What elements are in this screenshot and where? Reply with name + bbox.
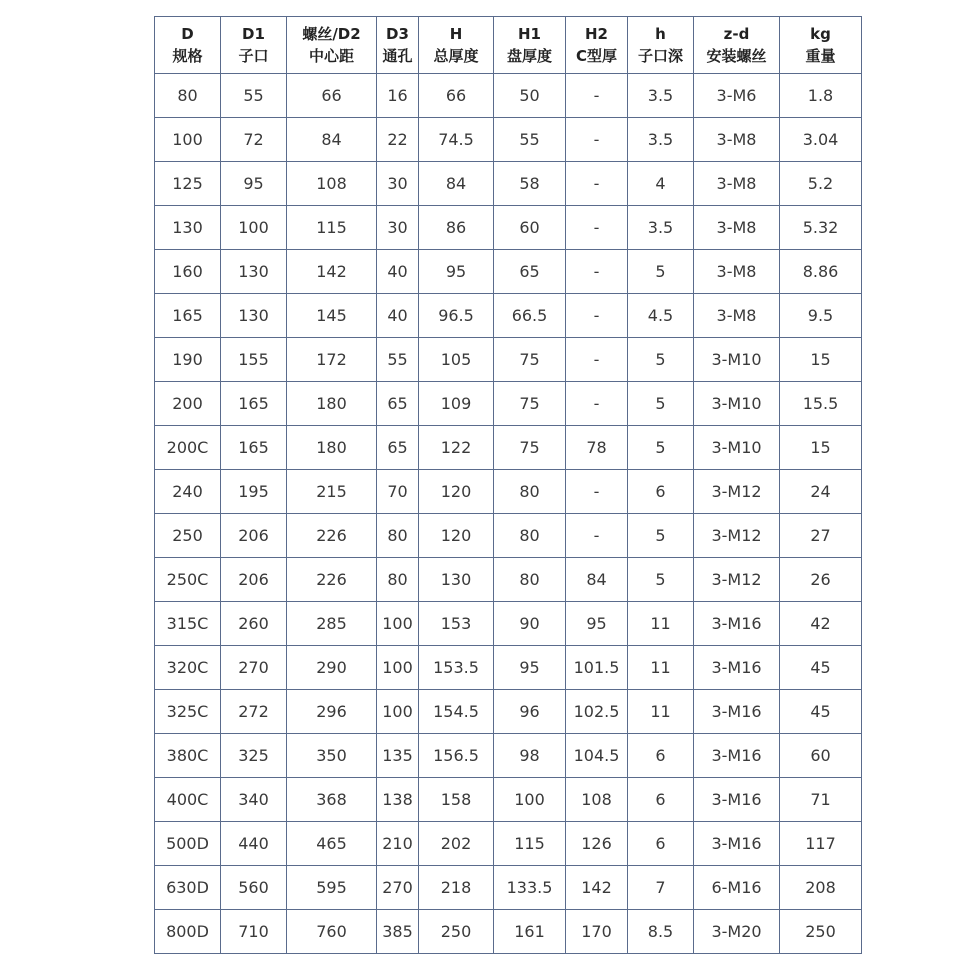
table-cell: 595 [287, 866, 377, 910]
table-cell: - [566, 250, 628, 294]
table-cell: 65 [494, 250, 566, 294]
table-cell: 3-M8 [694, 250, 780, 294]
table-cell: 250 [780, 910, 862, 954]
table-cell: 84 [566, 558, 628, 602]
table-cell: 50 [494, 74, 566, 118]
table-cell: 206 [221, 558, 287, 602]
table-cell: 71 [780, 778, 862, 822]
table-cell: 80 [155, 74, 221, 118]
table-row [155, 470, 862, 514]
table-cell: 172 [287, 338, 377, 382]
table-cell: 9.5 [780, 294, 862, 338]
table-cell: 3-M10 [694, 426, 780, 470]
table-cell: 3-M16 [694, 778, 780, 822]
table-row [155, 382, 862, 426]
table-cell: 100 [377, 602, 419, 646]
table-cell: 4 [628, 162, 694, 206]
table-cell: 180 [287, 382, 377, 426]
table-cell: 6 [628, 778, 694, 822]
table-row [155, 118, 862, 162]
table-row [155, 602, 862, 646]
table-cell: 4.5 [628, 294, 694, 338]
table-cell: 78 [566, 426, 628, 470]
header-cell-kg: kg 重量 [780, 17, 862, 74]
table-row [155, 734, 862, 778]
table-cell: 5 [628, 382, 694, 426]
table-cell: 5.2 [780, 162, 862, 206]
table-row [155, 338, 862, 382]
table-cell: 270 [377, 866, 419, 910]
table-cell: 8.86 [780, 250, 862, 294]
table-cell: 250 [155, 514, 221, 558]
header-cell-d2: 螺丝/D2 中心距 [287, 17, 377, 74]
table-cell: 400C [155, 778, 221, 822]
table-cell: 250 [419, 910, 494, 954]
table-row [155, 822, 862, 866]
table-cell: 3-M16 [694, 690, 780, 734]
table-cell: 226 [287, 558, 377, 602]
table-cell: 100 [494, 778, 566, 822]
header-cell-d1: D1 子口 [221, 17, 287, 74]
table-cell: 130 [419, 558, 494, 602]
table-cell: 154.5 [419, 690, 494, 734]
table-cell: 3-M10 [694, 382, 780, 426]
header-cell-h1: H1 盘厚度 [494, 17, 566, 74]
table-cell: 325 [221, 734, 287, 778]
table-row [155, 294, 862, 338]
table-cell: 7 [628, 866, 694, 910]
table-cell: 3-M16 [694, 822, 780, 866]
table-cell: 465 [287, 822, 377, 866]
table-cell: 75 [494, 382, 566, 426]
table-cell: 115 [494, 822, 566, 866]
table-cell: 70 [377, 470, 419, 514]
table-cell: 16 [377, 74, 419, 118]
table-cell: 27 [780, 514, 862, 558]
table-cell: 500D [155, 822, 221, 866]
table-cell: - [566, 118, 628, 162]
table-cell: 11 [628, 646, 694, 690]
table-cell: 65 [377, 426, 419, 470]
table-cell: 5 [628, 558, 694, 602]
table-cell: 380C [155, 734, 221, 778]
table-cell: 210 [377, 822, 419, 866]
table-cell: 385 [377, 910, 419, 954]
table-cell: 135 [377, 734, 419, 778]
table-cell: 90 [494, 602, 566, 646]
table-cell: 55 [221, 74, 287, 118]
table-cell: 11 [628, 602, 694, 646]
table-cell: 66 [287, 74, 377, 118]
table-cell: 6 [628, 822, 694, 866]
table-row [155, 690, 862, 734]
table-cell: 3-M20 [694, 910, 780, 954]
table-cell: 65 [377, 382, 419, 426]
table-cell: 101.5 [566, 646, 628, 690]
table-cell: 170 [566, 910, 628, 954]
table-cell: 165 [155, 294, 221, 338]
table-cell: 5 [628, 250, 694, 294]
table-cell: 3-M16 [694, 734, 780, 778]
table-cell: 3.5 [628, 206, 694, 250]
table-cell: 55 [377, 338, 419, 382]
table-cell: 96 [494, 690, 566, 734]
table-row [155, 910, 862, 954]
table-cell: 84 [419, 162, 494, 206]
table-cell: 630D [155, 866, 221, 910]
table-cell: 3.04 [780, 118, 862, 162]
table-cell: 190 [155, 338, 221, 382]
table-cell: 15 [780, 426, 862, 470]
table-cell: 100 [155, 118, 221, 162]
table-cell: - [566, 162, 628, 206]
table-cell: 122 [419, 426, 494, 470]
table-row [155, 778, 862, 822]
table-cell: 3.5 [628, 74, 694, 118]
header-cell-h2: H2 C型厚 [566, 17, 628, 74]
table-cell: 138 [377, 778, 419, 822]
table-cell: 165 [221, 382, 287, 426]
table-cell: 368 [287, 778, 377, 822]
header-cell-zd: z-d 安装螺丝 [694, 17, 780, 74]
table-cell: 208 [780, 866, 862, 910]
table-cell: 260 [221, 602, 287, 646]
table-cell: 58 [494, 162, 566, 206]
table-cell: 200 [155, 382, 221, 426]
table-cell: 5 [628, 514, 694, 558]
table-cell: 55 [494, 118, 566, 162]
table-row [155, 866, 862, 910]
table-cell: 142 [287, 250, 377, 294]
table-cell: 153.5 [419, 646, 494, 690]
table-cell: 155 [221, 338, 287, 382]
table-cell: 30 [377, 206, 419, 250]
table-cell: 24 [780, 470, 862, 514]
table-cell: 108 [287, 162, 377, 206]
table-cell: 3-M6 [694, 74, 780, 118]
table-cell: 3-M8 [694, 206, 780, 250]
table-cell: 760 [287, 910, 377, 954]
table-cell: 40 [377, 294, 419, 338]
table-row [155, 426, 862, 470]
table-cell: 250C [155, 558, 221, 602]
table-cell: 72 [221, 118, 287, 162]
table-body [155, 74, 862, 954]
table-cell: 80 [494, 470, 566, 514]
table-cell: - [566, 382, 628, 426]
table-cell: 45 [780, 646, 862, 690]
table-cell: 42 [780, 602, 862, 646]
table-cell: 440 [221, 822, 287, 866]
header-cell-h: H 总厚度 [419, 17, 494, 74]
header-row [155, 17, 862, 74]
table-cell: 710 [221, 910, 287, 954]
header-cell-spec: D 规格 [155, 17, 221, 74]
table-cell: 40 [377, 250, 419, 294]
table-cell: 272 [221, 690, 287, 734]
table-cell: 153 [419, 602, 494, 646]
table-cell: 325C [155, 690, 221, 734]
header-cell-h-depth: h 子口深 [628, 17, 694, 74]
table-cell: 133.5 [494, 866, 566, 910]
table-row [155, 514, 862, 558]
table-cell: 3-M16 [694, 646, 780, 690]
table-cell: 117 [780, 822, 862, 866]
table-cell: 202 [419, 822, 494, 866]
table-cell: 296 [287, 690, 377, 734]
table-row [155, 206, 862, 250]
table-cell: 130 [221, 250, 287, 294]
table-cell: 206 [221, 514, 287, 558]
table-cell: 218 [419, 866, 494, 910]
table-cell: 130 [221, 294, 287, 338]
table-cell: 86 [419, 206, 494, 250]
table-cell: - [566, 206, 628, 250]
table-cell: 6-M16 [694, 866, 780, 910]
table-cell: 15.5 [780, 382, 862, 426]
table-cell: 11 [628, 690, 694, 734]
table-cell: 200C [155, 426, 221, 470]
table-cell: 3-M10 [694, 338, 780, 382]
table-cell: 8.5 [628, 910, 694, 954]
table-cell: 105 [419, 338, 494, 382]
table-cell: 161 [494, 910, 566, 954]
table-cell: 270 [221, 646, 287, 690]
table-cell: 80 [377, 558, 419, 602]
table-cell: 180 [287, 426, 377, 470]
table-cell: 115 [287, 206, 377, 250]
table-cell: 226 [287, 514, 377, 558]
table-cell: 195 [221, 470, 287, 514]
header-cell-d3: D3 通孔 [377, 17, 419, 74]
table-cell: 145 [287, 294, 377, 338]
table-cell: 84 [287, 118, 377, 162]
table-cell: 320C [155, 646, 221, 690]
table-cell: 95 [566, 602, 628, 646]
table-cell: 80 [494, 558, 566, 602]
table-cell: 66.5 [494, 294, 566, 338]
table-cell: 3-M8 [694, 162, 780, 206]
table-cell: 350 [287, 734, 377, 778]
table-cell: 75 [494, 426, 566, 470]
table-cell: 240 [155, 470, 221, 514]
table-cell: 80 [494, 514, 566, 558]
table-cell: 102.5 [566, 690, 628, 734]
table-cell: 109 [419, 382, 494, 426]
table-cell: 3-M12 [694, 558, 780, 602]
table-row [155, 162, 862, 206]
table-cell: 104.5 [566, 734, 628, 778]
table-cell: 158 [419, 778, 494, 822]
table-cell: 290 [287, 646, 377, 690]
table-cell: 95 [494, 646, 566, 690]
table-row [155, 646, 862, 690]
table-row [155, 74, 862, 118]
table-cell: 125 [155, 162, 221, 206]
table-cell: 3-M8 [694, 118, 780, 162]
table-cell: 95 [419, 250, 494, 294]
table-cell: - [566, 514, 628, 558]
table-cell: 142 [566, 866, 628, 910]
spec-table [154, 16, 862, 954]
table-cell: 100 [377, 690, 419, 734]
table-cell: 108 [566, 778, 628, 822]
table-cell: 75 [494, 338, 566, 382]
table-cell: 5 [628, 426, 694, 470]
table-cell: 80 [377, 514, 419, 558]
table-cell: 30 [377, 162, 419, 206]
table-cell: 22 [377, 118, 419, 162]
table-cell: 1.8 [780, 74, 862, 118]
table-cell: 6 [628, 470, 694, 514]
table-cell: 130 [155, 206, 221, 250]
table-cell: 5 [628, 338, 694, 382]
table-row [155, 558, 862, 602]
table-cell: 315C [155, 602, 221, 646]
table-cell: 285 [287, 602, 377, 646]
table-cell: 3-M16 [694, 602, 780, 646]
table-cell: 3.5 [628, 118, 694, 162]
table-cell: 5.32 [780, 206, 862, 250]
table-cell: 26 [780, 558, 862, 602]
table-row [155, 250, 862, 294]
table-cell: 3-M12 [694, 470, 780, 514]
table-cell: 3-M8 [694, 294, 780, 338]
table-cell: 45 [780, 690, 862, 734]
table-cell: 800D [155, 910, 221, 954]
table-cell: - [566, 294, 628, 338]
table-cell: 60 [494, 206, 566, 250]
table-cell: - [566, 74, 628, 118]
table-cell: 120 [419, 514, 494, 558]
table-cell: 340 [221, 778, 287, 822]
table-cell: - [566, 470, 628, 514]
table-cell: 98 [494, 734, 566, 778]
table-cell: 15 [780, 338, 862, 382]
table-cell: 60 [780, 734, 862, 778]
table-cell: 6 [628, 734, 694, 778]
table-cell: 3-M12 [694, 514, 780, 558]
table-cell: 160 [155, 250, 221, 294]
table-cell: 165 [221, 426, 287, 470]
table-cell: 74.5 [419, 118, 494, 162]
table-cell: 100 [221, 206, 287, 250]
table-cell: 156.5 [419, 734, 494, 778]
table-cell: 66 [419, 74, 494, 118]
table-cell: 95 [221, 162, 287, 206]
table-cell: 100 [377, 646, 419, 690]
table-cell: 120 [419, 470, 494, 514]
table-cell: 126 [566, 822, 628, 866]
table-cell: 560 [221, 866, 287, 910]
table-cell: - [566, 338, 628, 382]
table-cell: 215 [287, 470, 377, 514]
table-cell: 96.5 [419, 294, 494, 338]
